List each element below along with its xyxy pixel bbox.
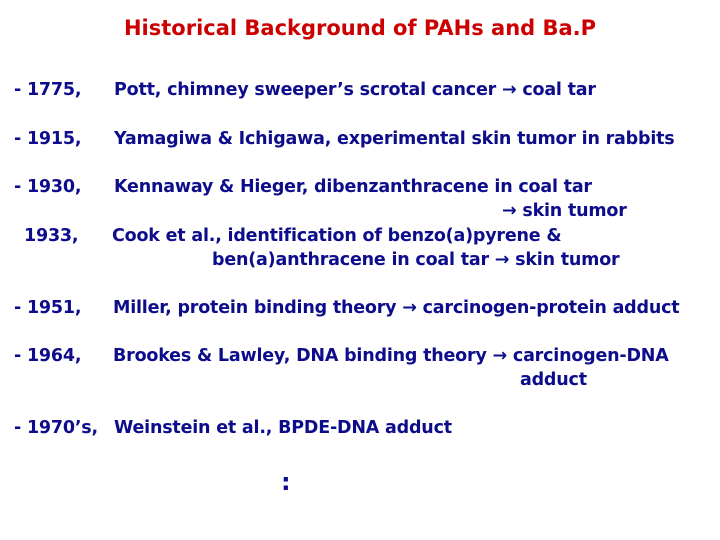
year-1964: - 1964,	[14, 346, 82, 366]
year-1915: - 1915,	[14, 129, 82, 149]
entry-1970s-text: Weinstein et al., BPDE-DNA adduct	[114, 418, 452, 438]
entry-1933-text: Cook et al., identification of benzo(a)pyrene &	[112, 226, 562, 246]
entry-1951-text: Miller, protein binding theory → carcinogen-protein adduct	[113, 298, 680, 318]
slide-title: Historical Background of PAHs and Ba.P	[123, 16, 597, 40]
entry-1933-continuation: ben(a)anthracene in coal tar → skin tumor	[212, 250, 620, 270]
continuation-mark: :	[281, 468, 291, 496]
year-1930: - 1930,	[14, 177, 82, 197]
entry-1915-text: Yamagiwa & Ichigawa, experimental skin tumor in rabbits	[114, 129, 675, 149]
entry-1964-text: Brookes & Lawley, DNA binding theory → carcinogen-DNA	[113, 346, 669, 366]
year-1933: 1933,	[24, 226, 79, 246]
year-1951: - 1951,	[14, 298, 82, 318]
entry-1964-continuation: adduct	[520, 370, 587, 390]
year-1775: - 1775,	[14, 80, 82, 100]
entry-1930-continuation: → skin tumor	[502, 201, 627, 221]
entry-1930-text: Kennaway & Hieger, dibenzanthracene in coal tar	[114, 177, 592, 197]
year-1970s: - 1970’s,	[14, 418, 98, 438]
entry-1775-text: Pott, chimney sweeper’s scrotal cancer → coal tar	[114, 80, 596, 100]
